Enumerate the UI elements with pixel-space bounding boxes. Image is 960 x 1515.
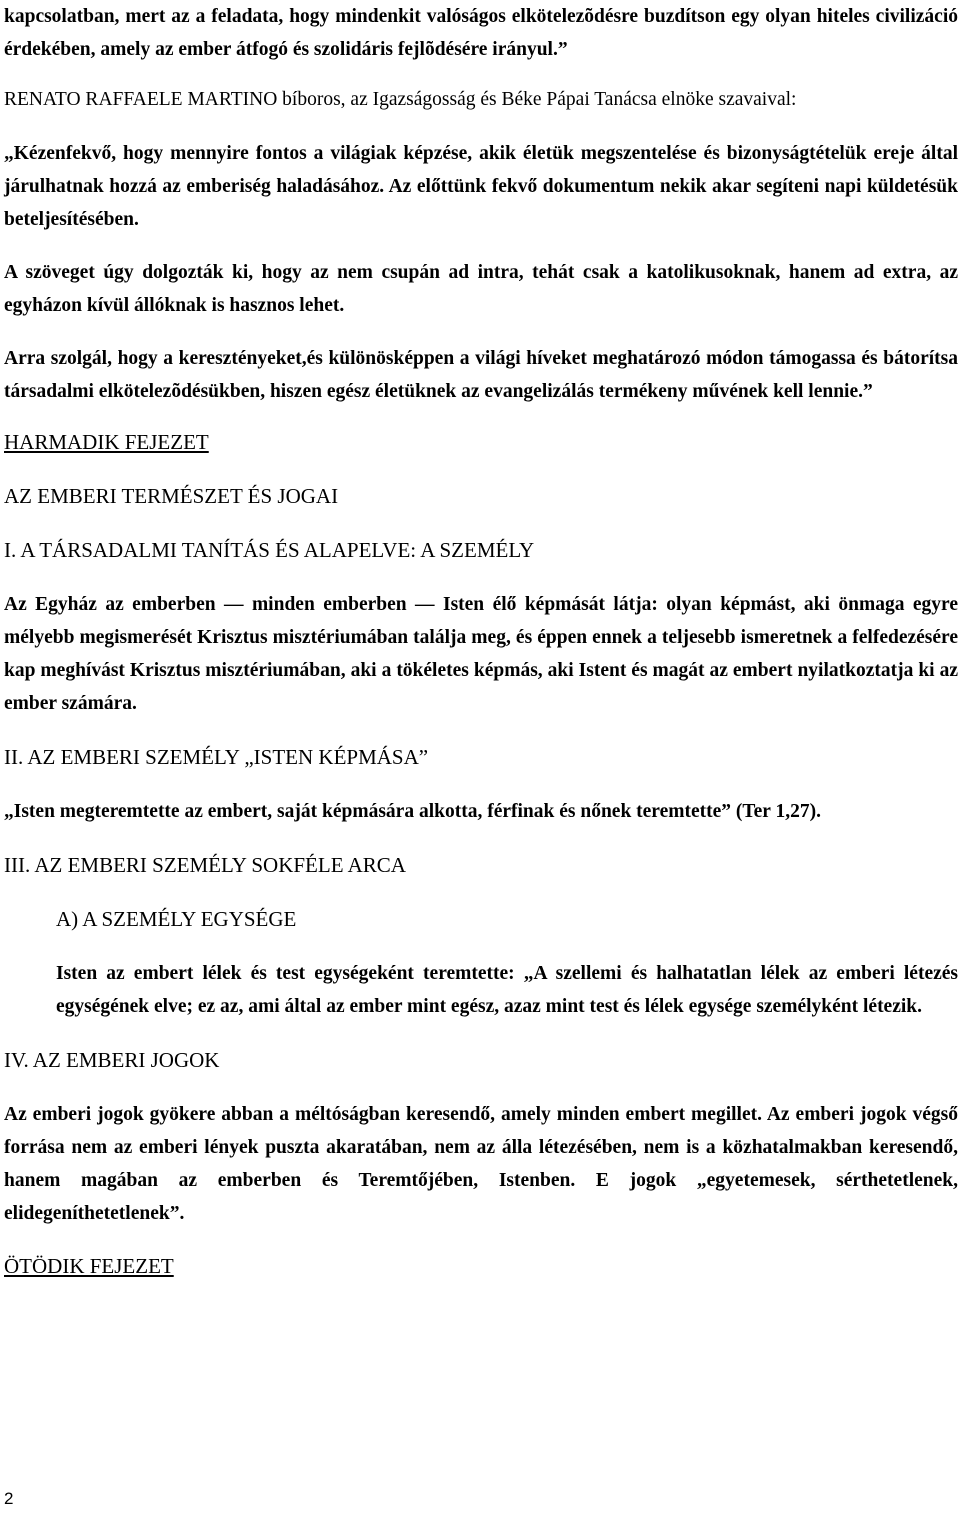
section-heading-human-nature: AZ EMBERI TERMÉSZET ÉS JOGAI — [4, 484, 339, 508]
paragraph-church-image: Az Egyház az emberben — minden emberben — Isten élő képmását látja: olyan képmást, aki önmaga egyre mélyebb megismerését Krisztus misztériumában találja meg, és éppen ennek a teljesebb ismeretnek a felfedezésére kap meghívást Krisztus misztériumában, aki a tökéletes képmás, aki Istent és magát az embert nyilatkoztatja ki az ember számára. — [4, 594, 958, 714]
paragraph-quote-formation: „Kézenfekvő, hogy mennyire fontos a világiak képzése, akik életük megszentelése és bizonyságtételük ereje által járulhatnak hozzá az emberiség haladásához. Az előttünk fekvő dokumentum nekik akar segíteni napi küldetésük beteljesítésében. — [4, 143, 958, 230]
paragraph-soul-body-unity: Isten az embert lélek és test egységeként teremtette: „A szellemi és halhatatlan lélek az emberi létezés egységének elve; ez az, ami által az ember mint egész, azaz mint test és lélek egysége személyként létezik. — [56, 963, 958, 1017]
chapter-heading-third: HARMADIK FEJEZET — [4, 430, 209, 454]
paragraph-intro-continuation: kapcsolatban, mert az a feladata, hogy mindenkit valóságos elkötelezõdésre buzdítson egy olyan hiteles civilizáció érdekében, amely az ember átfogó és szolidáris fejlõdésére irányul.” — [4, 6, 958, 60]
section-heading-image-of-god: II. AZ EMBERI SZEMÉLY „ISTEN KÉPMÁSA” — [4, 745, 429, 769]
section-heading-person: I. A TÁRSADALMI TANÍTÁS ÉS ALAPELVE: A SZEMÉLY — [4, 538, 535, 562]
chapter-heading-fifth: ÖTÖDIK FEJEZET — [4, 1254, 174, 1278]
page-number: 2 — [4, 1489, 14, 1508]
section-heading-human-rights: IV. AZ EMBERI JOGOK — [4, 1048, 220, 1072]
paragraph-human-rights: Az emberi jogok gyökere abban a méltóságban keresendő, amely minden embert megillet. Az emberi jogok végső forrása nem az emberi lények puszta akaratában, nem az álla létezésében, nem is a közhatalmakban keresendő, hanem magában az emberben és Teremtőjében, Istenben. E jogok „egyetemesek, sérthetetlenek, elidegeníthetetlenek”. — [4, 1104, 958, 1224]
paragraph-ad-intra: A szöveget úgy dolgozták ki, hogy az nem csupán ad intra, tehát csak a katolikusoknak, hanem ad extra, az egyházon kívül állóknak is hasznos lehet. — [4, 262, 958, 316]
subsection-heading-unity: A) A SZEMÉLY EGYSÉGE — [56, 907, 297, 931]
paragraph-genesis-quote: „Isten megteremtette az embert, saját képmására alkotta, férfinak és nőnek teremtette” (Ter 1,27). — [4, 801, 821, 822]
document-page — [4, 0, 958, 1283]
section-heading-many-faces: III. AZ EMBERI SZEMÉLY SOKFÉLE ARCA — [4, 853, 406, 877]
paragraph-evangelization: Arra szolgál, hogy a keresztényeket,és különösképpen a világi híveket meghatározó módon támogassa és bátorítsa társadalmi elkötelezõdésükben, hiszen egész életüknek az evangelizálás termékeny művének kell lennie.” — [4, 348, 958, 402]
paragraph-martino-intro: RENATO RAFFAELE MARTINO bíboros, az Igazságosság és Béke Pápai Tanácsa elnöke szavaival: — [4, 89, 797, 110]
